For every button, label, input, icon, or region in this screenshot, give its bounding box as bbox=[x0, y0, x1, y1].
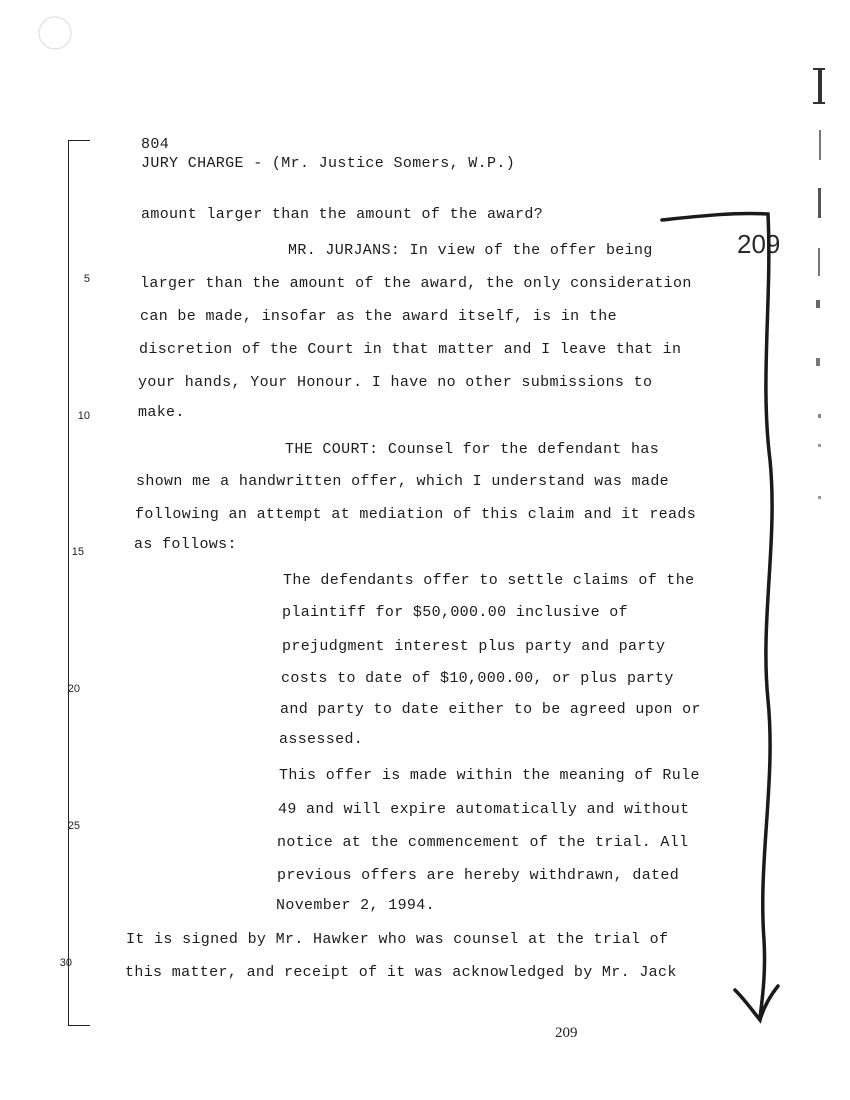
quoted-line: prejudgment interest plus party and party bbox=[282, 638, 666, 655]
footer-page-number: 209 bbox=[555, 1025, 578, 1041]
text-line: discretion of the Court in that matter and I leave that in bbox=[139, 341, 682, 358]
page-reference: 804 bbox=[141, 136, 170, 153]
quoted-line: assessed. bbox=[279, 731, 364, 748]
quoted-line: and party to date either to be agreed upon or bbox=[280, 701, 701, 718]
quoted-line: 49 and will expire automatically and without bbox=[278, 801, 690, 818]
line-number: 5 bbox=[83, 273, 90, 285]
text-line: your hands, Your Honour. I have no other submissions to bbox=[138, 374, 653, 391]
text-line: can be made, insofar as the award itself, is in the bbox=[140, 308, 617, 325]
text-line: amount larger than the amount of the award? bbox=[141, 206, 544, 223]
quoted-line: This offer is made within the meaning of Rule bbox=[279, 767, 700, 784]
quoted-line: previous offers are hereby withdrawn, dated bbox=[277, 867, 680, 884]
line-number: 20 bbox=[67, 683, 80, 695]
text-line: larger than the amount of the award, the only consideration bbox=[140, 275, 692, 292]
line-number: 10 bbox=[77, 410, 90, 422]
quoted-line: November 2, 1994. bbox=[276, 897, 435, 914]
quoted-line: notice at the commencement of the trial. All bbox=[277, 834, 689, 851]
quoted-line: The defendants offer to settle claims of the bbox=[283, 572, 695, 589]
line-number: 15 bbox=[71, 546, 84, 558]
text-line: It is signed by Mr. Hawker who was counsel at the trial of bbox=[126, 931, 669, 948]
speaker-line: THE COURT: Counsel for the defendant has bbox=[285, 441, 660, 458]
page-title: JURY CHARGE - (Mr. Justice Somers, W.P.) bbox=[141, 155, 516, 172]
text-line: make. bbox=[138, 404, 185, 421]
speaker-line: MR. JURJANS: In view of the offer being bbox=[288, 242, 653, 259]
line-number: 30 bbox=[59, 957, 72, 969]
line-number: 25 bbox=[67, 820, 80, 832]
text-line: this matter, and receipt of it was acknowledged by Mr. Jack bbox=[125, 964, 677, 981]
handwritten-page-number: 209 bbox=[737, 229, 781, 259]
text-line: as follows: bbox=[134, 536, 237, 553]
quoted-line: costs to date of $10,000.00, or plus party bbox=[281, 670, 674, 687]
text-line: following an attempt at mediation of this claim and it reads bbox=[135, 506, 697, 523]
quoted-line: plaintiff for $50,000.00 inclusive of bbox=[282, 604, 629, 621]
text-line: shown me a handwritten offer, which I understand was made bbox=[136, 473, 670, 490]
